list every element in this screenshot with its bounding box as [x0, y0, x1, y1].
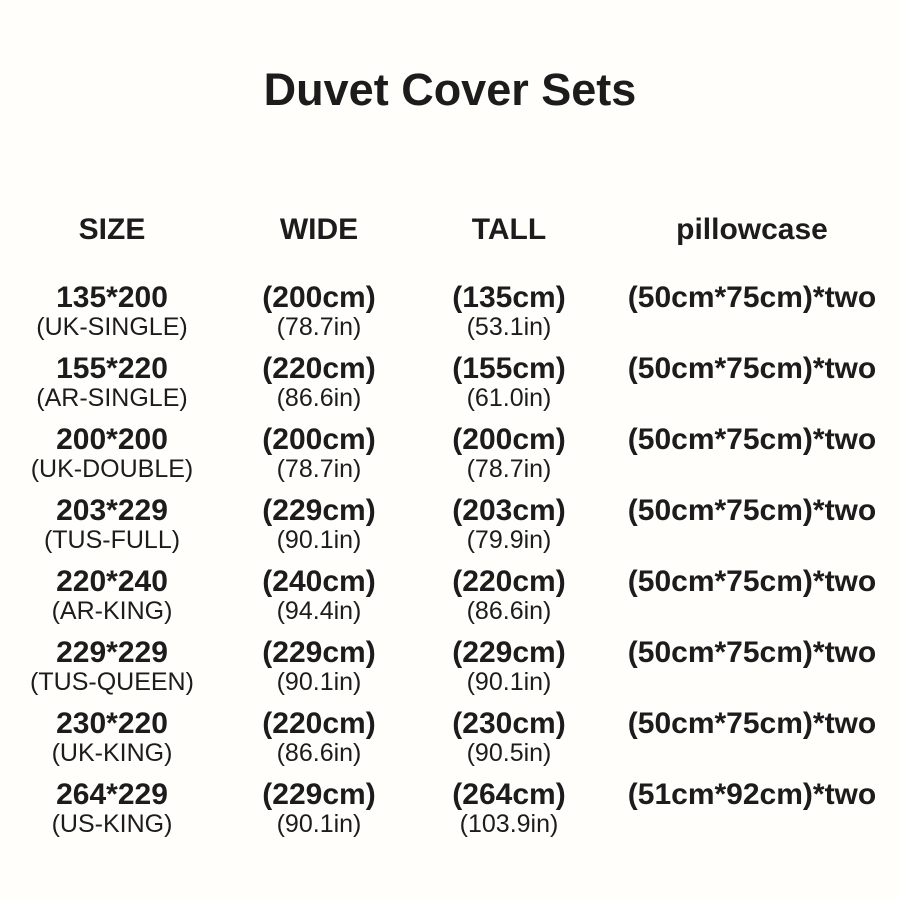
page-title: Duvet Cover Sets	[263, 64, 637, 115]
pillowcase-value: (50cm*75cm)*two	[627, 281, 877, 314]
table-row	[0, 282, 900, 353]
column-header-wide: WIDE	[279, 213, 359, 246]
tall-cell	[414, 708, 604, 766]
wide-in-value: (78.7in)	[276, 455, 362, 483]
tall-in-value: (90.1in)	[466, 668, 552, 696]
pillowcase-value: (50cm*75cm)*two	[627, 494, 877, 527]
size-cell	[0, 282, 224, 340]
wide-cell	[224, 637, 414, 695]
wide-in-value: (86.6in)	[276, 739, 362, 767]
tall-cm-value: (264cm)	[452, 778, 566, 811]
wide-in-value: (94.4in)	[276, 597, 362, 625]
wide-cm-value: (200cm)	[262, 281, 376, 314]
size-cell	[0, 424, 224, 482]
tall-cm-value: (229cm)	[452, 636, 566, 669]
pillowcase-cell	[604, 495, 900, 527]
wide-cm-value: (229cm)	[262, 778, 376, 811]
table-row	[0, 637, 900, 708]
tall-cell	[414, 495, 604, 553]
pillowcase-cell	[604, 424, 900, 456]
pillowcase-cell	[604, 353, 900, 385]
tall-cm-value: (230cm)	[452, 707, 566, 740]
wide-cell	[224, 708, 414, 766]
wide-cell	[224, 495, 414, 553]
table-body	[0, 282, 900, 850]
pillowcase-value: (50cm*75cm)*two	[627, 565, 877, 598]
wide-cm-value: (220cm)	[262, 707, 376, 740]
table-row	[0, 495, 900, 566]
wide-cell	[224, 779, 414, 837]
tall-in-value: (78.7in)	[466, 455, 552, 483]
wide-in-value: (78.7in)	[276, 313, 362, 341]
pillowcase-cell	[604, 282, 900, 314]
column-header-tall: TALL	[471, 213, 547, 246]
size-value: 220*240	[56, 565, 168, 598]
pillowcase-value: (51cm*92cm)*two	[627, 778, 877, 811]
size-cell	[0, 566, 224, 624]
size-name-label: (UK-DOUBLE)	[30, 455, 194, 483]
size-value: 203*229	[56, 494, 168, 527]
tall-in-value: (79.9in)	[466, 526, 552, 554]
wide-cell	[224, 353, 414, 411]
size-name-label: (AR-KING)	[51, 597, 173, 625]
column-header-pillowcase: pillowcase	[676, 213, 828, 246]
size-value: 264*229	[56, 778, 168, 811]
wide-in-value: (90.1in)	[276, 810, 362, 838]
table-row	[0, 779, 900, 850]
size-value: 200*200	[56, 423, 168, 456]
tall-cell	[414, 779, 604, 837]
pillowcase-cell	[604, 779, 900, 811]
size-cell	[0, 708, 224, 766]
pillowcase-value: (50cm*75cm)*two	[627, 423, 877, 456]
tall-cell	[414, 637, 604, 695]
pillowcase-value: (50cm*75cm)*two	[627, 636, 877, 669]
tall-cm-value: (135cm)	[452, 281, 566, 314]
pillowcase-value: (50cm*75cm)*two	[627, 707, 877, 740]
size-name-label: (TUS-FULL)	[43, 526, 181, 554]
wide-cm-value: (240cm)	[262, 565, 376, 598]
size-name-label: (AR-SINGLE)	[36, 384, 188, 412]
size-table	[0, 212, 900, 850]
wide-cm-value: (220cm)	[262, 352, 376, 385]
wide-cell	[224, 282, 414, 340]
tall-cm-value: (200cm)	[452, 423, 566, 456]
wide-cm-value: (229cm)	[262, 636, 376, 669]
size-name-label: (UK-SINGLE)	[36, 313, 188, 341]
size-name-label: (US-KING)	[51, 810, 173, 838]
tall-in-value: (53.1in)	[466, 313, 552, 341]
size-value: 135*200	[56, 281, 168, 314]
pillowcase-cell	[604, 637, 900, 669]
size-name-label: (TUS-QUEEN)	[30, 668, 194, 696]
tall-cm-value: (220cm)	[452, 565, 566, 598]
table-header-row	[0, 212, 900, 248]
table-row	[0, 353, 900, 424]
pillowcase-cell	[604, 566, 900, 598]
table-row	[0, 708, 900, 779]
size-value: 230*220	[56, 707, 168, 740]
size-cell	[0, 779, 224, 837]
wide-cell	[224, 424, 414, 482]
tall-in-value: (90.5in)	[466, 739, 552, 767]
wide-cm-value: (200cm)	[262, 423, 376, 456]
wide-in-value: (90.1in)	[276, 526, 362, 554]
size-value: 229*229	[56, 636, 168, 669]
table-row	[0, 566, 900, 637]
tall-cm-value: (203cm)	[452, 494, 566, 527]
tall-in-value: (103.9in)	[459, 810, 559, 838]
wide-in-value: (90.1in)	[276, 668, 362, 696]
table-row	[0, 424, 900, 495]
pillowcase-cell	[604, 708, 900, 740]
wide-cell	[224, 566, 414, 624]
tall-cm-value: (155cm)	[452, 352, 566, 385]
size-value: 155*220	[56, 352, 168, 385]
tall-in-value: (61.0in)	[466, 384, 552, 412]
pillowcase-value: (50cm*75cm)*two	[627, 352, 877, 385]
size-cell	[0, 495, 224, 553]
tall-cell	[414, 424, 604, 482]
size-cell	[0, 637, 224, 695]
size-cell	[0, 353, 224, 411]
wide-cm-value: (229cm)	[262, 494, 376, 527]
column-header-size: SIZE	[78, 213, 146, 246]
size-name-label: (UK-KING)	[51, 739, 173, 767]
tall-cell	[414, 282, 604, 340]
tall-cell	[414, 566, 604, 624]
tall-in-value: (86.6in)	[466, 597, 552, 625]
tall-cell	[414, 353, 604, 411]
wide-in-value: (86.6in)	[276, 384, 362, 412]
